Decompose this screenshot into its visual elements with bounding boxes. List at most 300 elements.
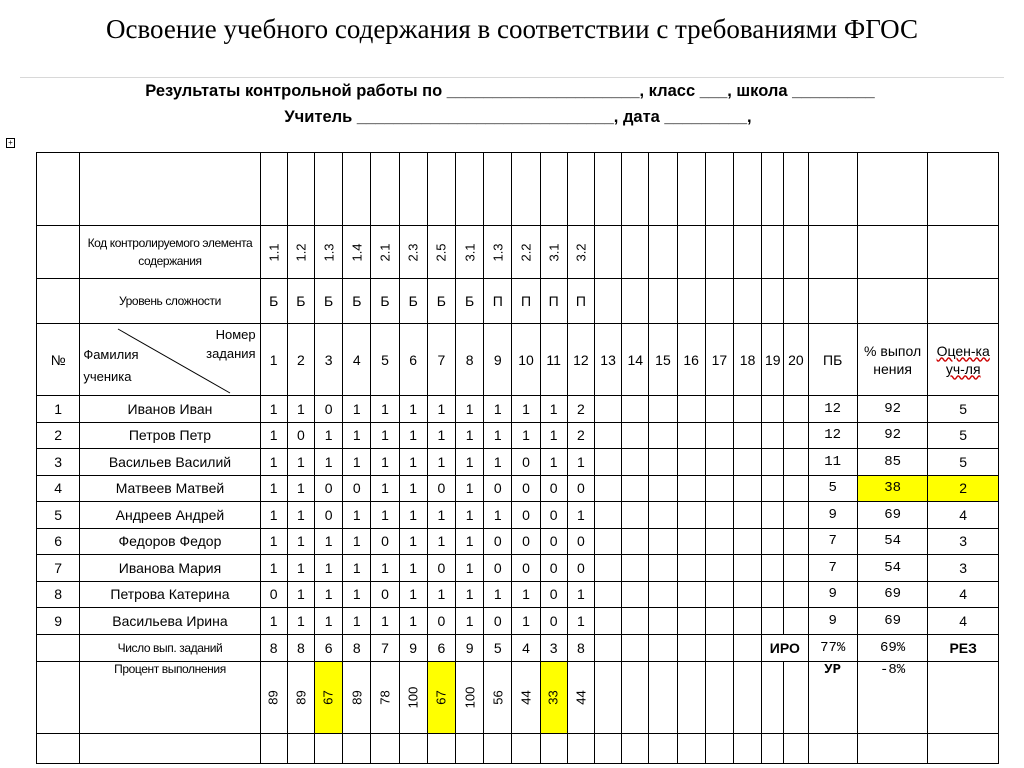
- empty-cell: [622, 153, 649, 226]
- level-cell: Б: [287, 279, 314, 324]
- student-name: Иванова Мария: [80, 555, 260, 582]
- pb-cell: 9: [808, 581, 857, 608]
- score-cell: 1: [287, 449, 314, 476]
- score-cell: 1: [343, 396, 371, 423]
- score-cell: [733, 502, 761, 529]
- code-cell: [762, 226, 784, 279]
- empty-cell: [677, 634, 705, 661]
- empty-cell: [567, 153, 594, 226]
- score-cell: [784, 422, 808, 449]
- empty-cell: [677, 733, 705, 763]
- empty-cell: [705, 634, 733, 661]
- diagonal-header-cell: [80, 324, 260, 396]
- task-number-cell: 5: [371, 324, 399, 396]
- percent-cell: [399, 661, 427, 733]
- score-cell: [677, 555, 705, 582]
- empty-cell: [594, 153, 621, 226]
- empty-cell: [808, 153, 857, 226]
- count-cell: 8: [567, 634, 594, 661]
- score-cell: [733, 608, 761, 635]
- pct-cell: 38: [857, 475, 928, 502]
- iro-pb: 77%: [808, 634, 857, 661]
- level-cell: [622, 279, 649, 324]
- code-value: 1.3: [321, 243, 337, 262]
- code-cell: [343, 226, 371, 279]
- code-value: 3.1: [462, 243, 478, 262]
- score-cell: 2: [567, 396, 594, 423]
- score-cell: [594, 502, 621, 529]
- count-cell: 3: [540, 634, 567, 661]
- student-no: 8: [37, 581, 80, 608]
- score-cell: [649, 502, 677, 529]
- empty-cell: [287, 153, 314, 226]
- percent-cell: [427, 661, 455, 733]
- code-value: 1.2: [293, 243, 309, 262]
- student-no: 7: [37, 555, 80, 582]
- score-cell: 1: [314, 449, 342, 476]
- score-cell: 1: [427, 581, 455, 608]
- grade-cell: 5: [928, 422, 999, 449]
- code-label: Код контролируемого элемента содержания: [87, 236, 253, 268]
- pb-cell: 12: [808, 422, 857, 449]
- percent-value: 67: [321, 690, 337, 705]
- percent-cell: [649, 661, 677, 733]
- grade-cell: 5: [928, 449, 999, 476]
- student-name: Федоров Федор: [80, 528, 260, 555]
- score-cell: 1: [399, 608, 427, 635]
- empty-cell: [456, 733, 484, 763]
- student-name: Петров Петр: [80, 422, 260, 449]
- level-cell: П: [512, 279, 540, 324]
- count-cell: 8: [287, 634, 314, 661]
- score-cell: [594, 449, 621, 476]
- score-cell: 1: [260, 528, 287, 555]
- score-cell: [705, 555, 733, 582]
- score-cell: 1: [371, 608, 399, 635]
- empty-cell: [37, 226, 80, 279]
- empty-cell: [484, 733, 512, 763]
- score-cell: [705, 581, 733, 608]
- percent-value: 33: [546, 690, 562, 705]
- score-cell: 1: [456, 449, 484, 476]
- separator-line: [20, 77, 1004, 78]
- percent-cell: [733, 661, 761, 733]
- score-cell: 0: [484, 475, 512, 502]
- score-cell: 1: [287, 555, 314, 582]
- student-row: [37, 608, 999, 635]
- empty-cell: [399, 733, 427, 763]
- score-cell: 1: [399, 475, 427, 502]
- level-cell: П: [484, 279, 512, 324]
- student-name: Петрова Катерина: [80, 581, 260, 608]
- score-cell: [733, 475, 761, 502]
- percent-cell: [287, 661, 314, 733]
- task-number-cell: 18: [733, 324, 761, 396]
- student-name: Андреев Андрей: [80, 502, 260, 529]
- score-cell: 1: [260, 608, 287, 635]
- col-grade-label: Оцен-ка уч-ля: [936, 342, 990, 377]
- score-cell: 1: [456, 608, 484, 635]
- percent-cell: [622, 661, 649, 733]
- percent-cell: [314, 661, 342, 733]
- empty-cell: [705, 153, 733, 226]
- empty-cell: [399, 153, 427, 226]
- empty-cell: [928, 279, 999, 324]
- score-cell: 0: [540, 475, 567, 502]
- score-cell: 1: [314, 608, 342, 635]
- score-cell: 0: [540, 581, 567, 608]
- count-cell: 8: [343, 634, 371, 661]
- task-number-cell: 9: [484, 324, 512, 396]
- results-table: [36, 152, 999, 764]
- score-cell: [622, 581, 649, 608]
- percent-value: 56: [490, 690, 506, 705]
- score-cell: [622, 555, 649, 582]
- score-cell: [677, 396, 705, 423]
- score-cell: [784, 475, 808, 502]
- score-cell: [677, 502, 705, 529]
- score-cell: [762, 422, 784, 449]
- score-cell: 0: [512, 502, 540, 529]
- empty-cell: [808, 733, 857, 763]
- score-cell: [705, 396, 733, 423]
- grade-cell: 5: [928, 396, 999, 423]
- student-name: Васильева Ирина: [80, 608, 260, 635]
- score-cell: 0: [314, 396, 342, 423]
- score-cell: 0: [314, 475, 342, 502]
- code-cell: [677, 226, 705, 279]
- score-cell: 0: [540, 528, 567, 555]
- count-cell: 9: [456, 634, 484, 661]
- score-cell: 1: [287, 475, 314, 502]
- empty-cell: [808, 226, 857, 279]
- student-row: [37, 396, 999, 423]
- code-cell: [399, 226, 427, 279]
- empty-cell: [427, 153, 455, 226]
- score-cell: 0: [567, 475, 594, 502]
- student-row: [37, 581, 999, 608]
- empty-cell: [808, 279, 857, 324]
- score-cell: [649, 608, 677, 635]
- score-cell: 0: [371, 528, 399, 555]
- score-cell: 1: [427, 422, 455, 449]
- percent-cell: [343, 661, 371, 733]
- score-cell: 1: [484, 502, 512, 529]
- code-cell: [456, 226, 484, 279]
- level-cell: Б: [371, 279, 399, 324]
- count-cell: 7: [371, 634, 399, 661]
- task-number-cell: 8: [456, 324, 484, 396]
- empty-cell: [37, 634, 80, 661]
- score-cell: [733, 449, 761, 476]
- pb-cell: 7: [808, 555, 857, 582]
- score-cell: 0: [540, 502, 567, 529]
- iro-label: ИРО: [762, 634, 808, 661]
- count-cell: 5: [484, 634, 512, 661]
- blank-header-row: [37, 153, 999, 226]
- score-cell: 1: [287, 528, 314, 555]
- percent-label-text: Процент выполнения: [114, 661, 226, 676]
- grade-cell: 3: [928, 528, 999, 555]
- empty-cell: [857, 279, 928, 324]
- task-number-cell: 6: [399, 324, 427, 396]
- code-cell: [622, 226, 649, 279]
- level-cell: [733, 279, 761, 324]
- score-cell: [649, 581, 677, 608]
- score-cell: 1: [427, 528, 455, 555]
- task-number-cell: 11: [540, 324, 567, 396]
- percent-value: 89: [266, 690, 282, 705]
- score-cell: 1: [260, 449, 287, 476]
- code-cell: [594, 226, 621, 279]
- empty-cell: [37, 279, 80, 324]
- score-cell: [762, 528, 784, 555]
- empty-cell: [649, 733, 677, 763]
- percent-cell: [512, 661, 540, 733]
- empty-cell: [260, 733, 287, 763]
- student-row: [37, 422, 999, 449]
- score-cell: [733, 422, 761, 449]
- score-cell: [733, 396, 761, 423]
- empty-cell: [512, 733, 540, 763]
- col-no-header: №: [37, 324, 80, 396]
- empty-cell: [456, 153, 484, 226]
- pct-cell: 69: [857, 581, 928, 608]
- score-cell: 1: [371, 502, 399, 529]
- score-cell: 1: [399, 502, 427, 529]
- pb-cell: 12: [808, 396, 857, 423]
- percent-row: [37, 661, 999, 733]
- empty-cell: [37, 733, 80, 763]
- level-cell: П: [540, 279, 567, 324]
- student-row: [37, 528, 999, 555]
- score-cell: 1: [399, 422, 427, 449]
- score-cell: [762, 396, 784, 423]
- score-cell: 1: [456, 422, 484, 449]
- pb-cell: 11: [808, 449, 857, 476]
- empty-cell: [857, 226, 928, 279]
- task-number-cell: 4: [343, 324, 371, 396]
- column-header-row: [37, 324, 999, 396]
- score-cell: 0: [427, 555, 455, 582]
- empty-cell: [928, 733, 999, 763]
- empty-cell: [622, 634, 649, 661]
- task-number-cell: 7: [427, 324, 455, 396]
- code-cell: [540, 226, 567, 279]
- count-cell: 9: [399, 634, 427, 661]
- student-name: Васильев Василий: [80, 449, 260, 476]
- code-cell: [484, 226, 512, 279]
- score-cell: 1: [260, 475, 287, 502]
- ur-value: -8%: [857, 661, 928, 733]
- score-cell: 0: [287, 422, 314, 449]
- grade-cell: 2: [928, 475, 999, 502]
- slide-title: Освоение учебного содержания в соответствии с требованиями ФГОС: [105, 14, 918, 44]
- student-name: Иванов Иван: [80, 396, 260, 423]
- student-row: [37, 449, 999, 476]
- empty-cell: [622, 733, 649, 763]
- diagonal-header: [80, 325, 259, 395]
- percent-cell: [705, 661, 733, 733]
- iro-pct: 69%: [857, 634, 928, 661]
- score-cell: [594, 581, 621, 608]
- code-cell: [371, 226, 399, 279]
- task-number-cell: 3: [314, 324, 342, 396]
- score-cell: 1: [399, 528, 427, 555]
- score-cell: 1: [484, 422, 512, 449]
- percent-cell: [456, 661, 484, 733]
- score-cell: [705, 608, 733, 635]
- empty-cell: [427, 733, 455, 763]
- score-cell: 1: [540, 449, 567, 476]
- level-cell: [705, 279, 733, 324]
- count-cell: 8: [260, 634, 287, 661]
- empty-cell: [567, 733, 594, 763]
- level-cell: Б: [399, 279, 427, 324]
- score-cell: [622, 475, 649, 502]
- empty-cell: [784, 153, 808, 226]
- pct-cell: 92: [857, 422, 928, 449]
- empty-cell: [857, 733, 928, 763]
- percent-value: 67: [433, 690, 449, 705]
- empty-cell: [314, 153, 342, 226]
- score-cell: 1: [456, 396, 484, 423]
- score-cell: 0: [512, 449, 540, 476]
- score-cell: 0: [512, 475, 540, 502]
- score-cell: 1: [399, 449, 427, 476]
- score-cell: 0: [484, 555, 512, 582]
- score-cell: [762, 555, 784, 582]
- pb-cell: 9: [808, 608, 857, 635]
- empty-cell: [705, 733, 733, 763]
- empty-cell: [928, 153, 999, 226]
- empty-cell: [928, 661, 999, 733]
- score-cell: 1: [371, 449, 399, 476]
- score-cell: [762, 581, 784, 608]
- code-cell: [260, 226, 287, 279]
- col-pb-header: ПБ: [808, 324, 857, 396]
- empty-cell: [733, 634, 761, 661]
- score-cell: [677, 449, 705, 476]
- score-cell: 1: [567, 581, 594, 608]
- empty-cell: [784, 733, 808, 763]
- task-number-cell: 19: [762, 324, 784, 396]
- score-cell: [784, 608, 808, 635]
- code-value: 2.3: [405, 243, 421, 262]
- empty-cell: [733, 153, 761, 226]
- pct-cell: 92: [857, 396, 928, 423]
- empty-cell: [343, 153, 371, 226]
- code-cell: [287, 226, 314, 279]
- score-cell: 1: [399, 581, 427, 608]
- col-pct-header: [857, 324, 928, 396]
- score-cell: 1: [260, 555, 287, 582]
- score-cell: 1: [567, 608, 594, 635]
- score-cell: 0: [540, 608, 567, 635]
- pct-cell: 69: [857, 608, 928, 635]
- count-row: [37, 634, 999, 661]
- score-cell: 0: [484, 608, 512, 635]
- score-cell: [649, 475, 677, 502]
- score-cell: 1: [287, 581, 314, 608]
- student-no: 9: [37, 608, 80, 635]
- code-cell: [512, 226, 540, 279]
- student-no: 4: [37, 475, 80, 502]
- ur-label: УР: [808, 661, 857, 733]
- student-name: Матвеев Матвей: [80, 475, 260, 502]
- table-move-handle-icon[interactable]: +: [6, 137, 15, 148]
- score-cell: 1: [540, 396, 567, 423]
- level-row: [37, 279, 999, 324]
- count-cell: 4: [512, 634, 540, 661]
- score-cell: [594, 528, 621, 555]
- score-cell: 1: [427, 449, 455, 476]
- score-cell: 2: [567, 422, 594, 449]
- empty-cell: [594, 634, 621, 661]
- code-cell: [649, 226, 677, 279]
- empty-cell: [762, 153, 784, 226]
- score-cell: 1: [456, 581, 484, 608]
- score-cell: [677, 475, 705, 502]
- empty-cell: [677, 153, 705, 226]
- score-cell: [649, 449, 677, 476]
- score-cell: [622, 502, 649, 529]
- empty-cell: [733, 733, 761, 763]
- student-row: [37, 502, 999, 529]
- empty-cell: [343, 733, 371, 763]
- percent-cell: [371, 661, 399, 733]
- score-cell: [649, 528, 677, 555]
- empty-cell: [371, 733, 399, 763]
- student-no: 3: [37, 449, 80, 476]
- pb-cell: 9: [808, 502, 857, 529]
- level-cell: [677, 279, 705, 324]
- score-cell: 0: [371, 581, 399, 608]
- score-cell: 1: [456, 475, 484, 502]
- score-cell: [594, 422, 621, 449]
- score-cell: [762, 608, 784, 635]
- pb-cell: 7: [808, 528, 857, 555]
- count-label-text: Число вып. заданий: [117, 640, 223, 655]
- score-cell: [705, 502, 733, 529]
- score-cell: 1: [260, 422, 287, 449]
- diag-top-label: Номер: [215, 326, 256, 342]
- percent-cell: [677, 661, 705, 733]
- score-cell: 1: [343, 581, 371, 608]
- empty-cell: [540, 733, 567, 763]
- score-cell: [677, 608, 705, 635]
- task-number-cell: 12: [567, 324, 594, 396]
- score-cell: [649, 422, 677, 449]
- code-cell: [427, 226, 455, 279]
- empty-cell: [762, 733, 784, 763]
- code-label-cell: [80, 226, 260, 279]
- diag-mid-label: задания: [206, 345, 256, 361]
- count-label: [80, 634, 260, 661]
- score-cell: 1: [371, 475, 399, 502]
- score-cell: 1: [399, 396, 427, 423]
- code-value: 3.1: [546, 243, 562, 262]
- task-number-cell: 20: [784, 324, 808, 396]
- level-cell: Б: [427, 279, 455, 324]
- score-cell: 1: [484, 449, 512, 476]
- percent-cell: [784, 661, 808, 733]
- score-cell: 1: [371, 555, 399, 582]
- percent-cell: [484, 661, 512, 733]
- score-cell: [594, 555, 621, 582]
- level-cell: [649, 279, 677, 324]
- code-value: 2.2: [518, 243, 534, 262]
